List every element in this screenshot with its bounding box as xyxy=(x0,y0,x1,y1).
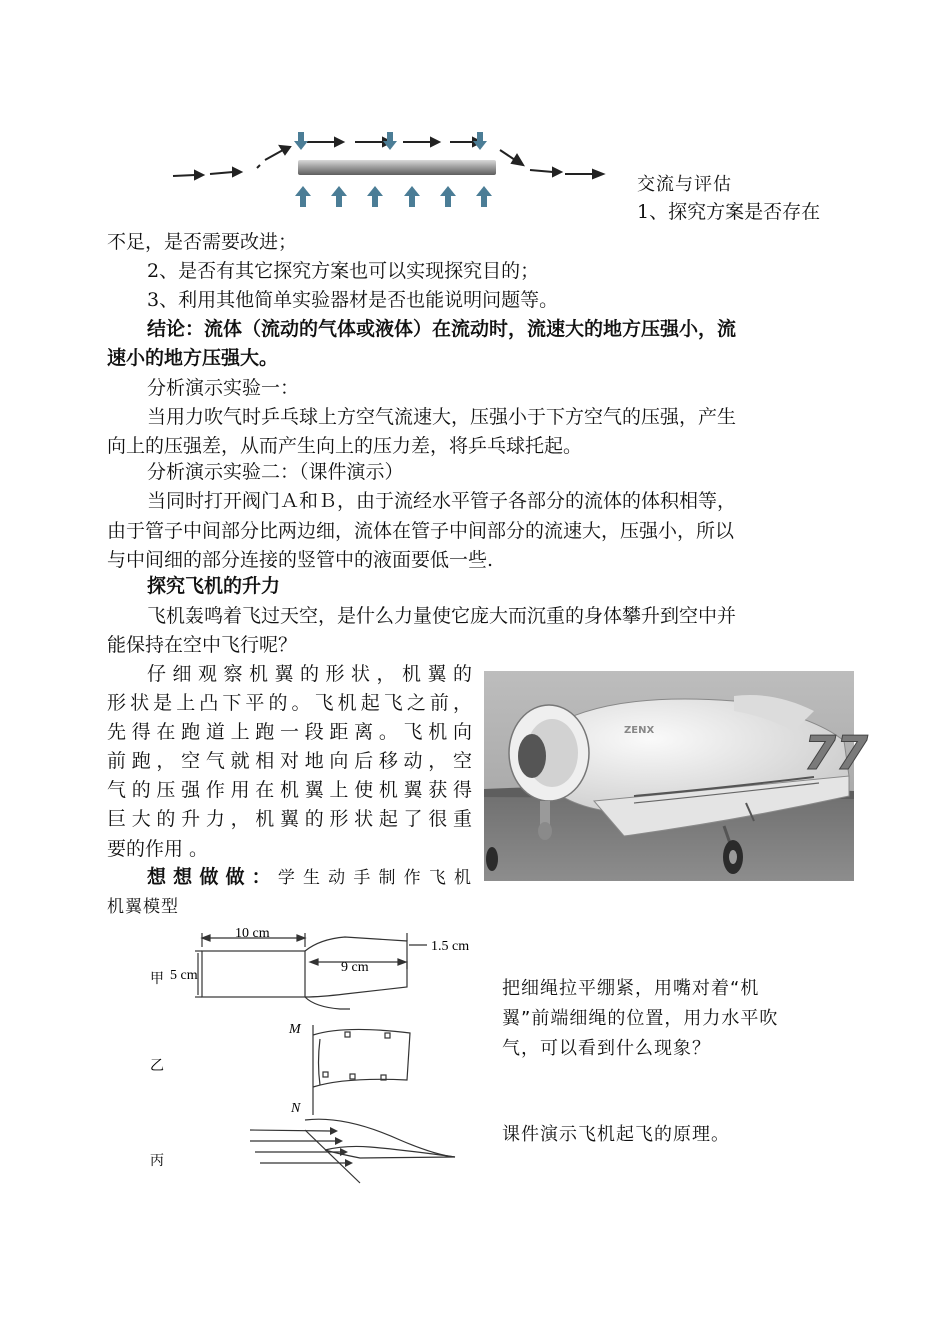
section-heading-exchange: 交流与评估 xyxy=(637,174,732,195)
demo1-line-1: 当用力吹气时乒乓球上方空气流速大，压强小于下方空气的压强，产生 xyxy=(147,406,737,428)
question-line-3: 气，可以看到什么现象？ xyxy=(502,1038,711,1059)
label-bing: 丙 xyxy=(150,1154,164,1169)
demo2-heading: 分析演示实验二：（课件演示） xyxy=(147,461,404,483)
wing-para-line-2: 形状是上凸下平的。飞机起飞之前， xyxy=(107,692,472,714)
label-M: M xyxy=(289,1022,301,1037)
plate xyxy=(298,160,496,175)
wing-para-line-4: 前跑，空气就相对地向后移动，空 xyxy=(107,750,472,772)
activity-text: 学生动手制作飞机 xyxy=(277,868,472,888)
airplane-photo xyxy=(484,671,869,881)
conclusion-text: 流体（流动的气体或液体）在流动时，流速大的地方压强小，流 xyxy=(204,318,737,340)
wing-para-line-1: 仔细观察机翼的形状，机翼的 xyxy=(147,663,472,685)
airflow-plate-diagram xyxy=(165,128,615,213)
demo1-line-2: 向上的压强差，从而产生向上的压力差，将乒乓球托起。 xyxy=(107,435,583,457)
lift-heading: 探究飞机的升力 xyxy=(147,575,281,597)
conclusion-line-1 xyxy=(147,314,887,344)
evaluation-item-2: 2、是否有其它探究方案也可以实现探究目的； xyxy=(147,260,540,282)
evaluation-item-1b: 不足，是否需要改进； xyxy=(107,231,298,253)
lift-line-1: 飞机轰鸣着飞过天空，是什么力量使它庞大而沉重的身体攀升到空中并 xyxy=(147,605,737,627)
dim-10cm: 10 cm xyxy=(235,926,270,941)
demo2-line-2: 由于管子中间部分比两边细，流体在管子中间部分的流速大，压强小，所以 xyxy=(107,520,735,542)
wing-para-line-5: 气的压强作用在机翼上使机翼获得 xyxy=(107,779,472,801)
photo-race-number: 77 xyxy=(804,726,869,780)
activity-label: 想想做做： xyxy=(147,866,278,888)
dim-5cm: 5 cm xyxy=(170,968,198,983)
conclusion-line-2: 速小的地方压强大。 xyxy=(107,347,279,369)
evaluation-item-1a: 1、探究方案是否存在 xyxy=(637,201,821,223)
evaluation-item-3: 3、利用其他简单实验器材是否也能说明问题等。 xyxy=(147,289,559,311)
activity-line-1 xyxy=(147,863,472,893)
question-line-1: 把细绳拉平绷紧，用嘴对着“机 xyxy=(502,978,760,999)
conclusion-label: 结论： xyxy=(147,318,205,340)
label-N: N xyxy=(291,1101,301,1116)
label-jia: 甲 xyxy=(150,972,164,987)
activity-line-2: 机翼模型 xyxy=(107,897,179,917)
wing-para-line-3: 先得在跑道上跑一段距离。飞机向 xyxy=(107,721,472,743)
wing-model-figure xyxy=(145,925,485,1185)
demo1-heading: 分析演示实验一： xyxy=(147,377,300,399)
dim-15cm: 1.5 cm xyxy=(431,939,470,954)
demo2-line-1: 当同时打开阀门Ａ和Ｂ，由于流经水平管子各部分的流体的体积相等， xyxy=(147,490,737,512)
label-yi: 乙 xyxy=(150,1059,164,1074)
wing-para-line-7: 要的作用 。 xyxy=(107,838,209,860)
lift-line-2: 能保持在空中飞行呢？ xyxy=(107,634,298,656)
question-line-2: 翼”前端细绳的位置，用力水平吹 xyxy=(502,1008,779,1029)
dim-9cm: 9 cm xyxy=(341,960,369,975)
photo-brand: ZENX xyxy=(624,725,655,736)
courseware-demo-line: 课件演示飞机起飞的原理。 xyxy=(502,1124,730,1145)
demo2-line-3: 与中间细的部分连接的竖管中的液面要低一些. xyxy=(107,549,494,571)
wing-para-line-6: 巨大的升力，机翼的形状起了很重 xyxy=(107,808,472,830)
